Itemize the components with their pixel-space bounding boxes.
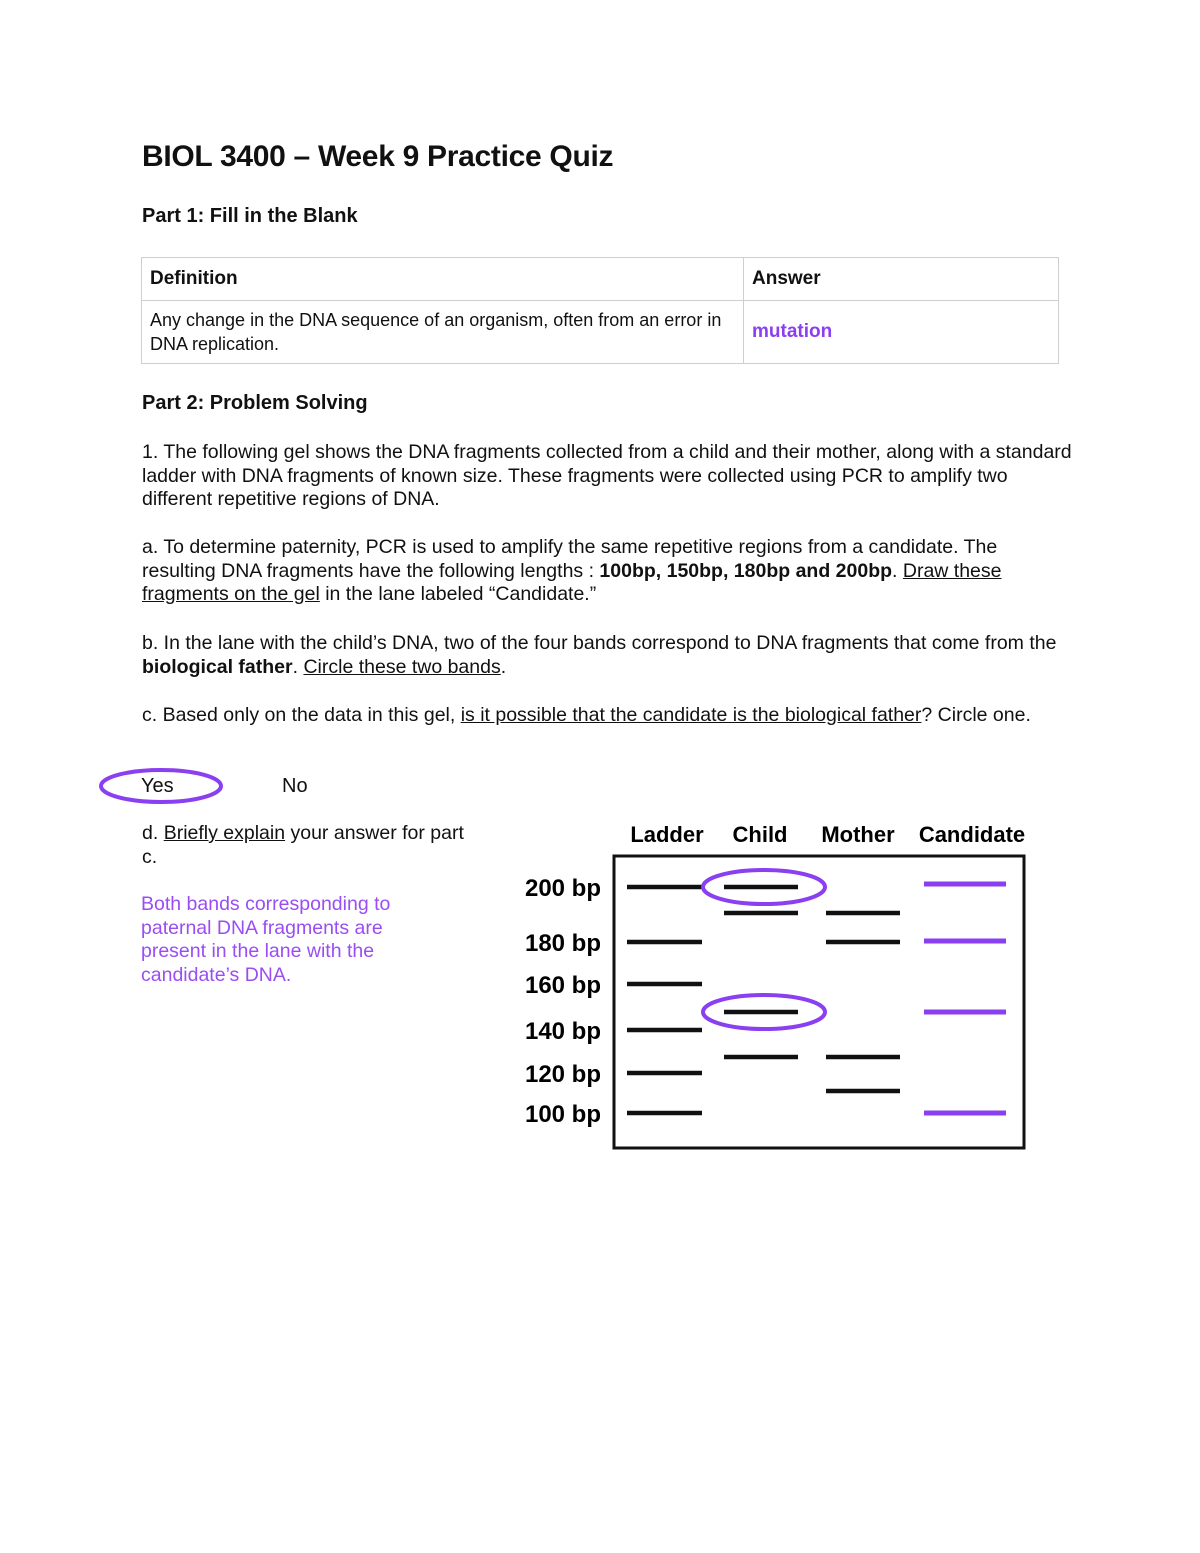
question-c-text2: ? Circle one. bbox=[921, 704, 1031, 726]
question-d-underline: Briefly explain bbox=[163, 822, 286, 844]
part1-heading: Part 1: Fill in the Blank bbox=[142, 205, 358, 227]
question-1: 1. The following gel shows the DNA fragments collected from a child and their mother, along with a standard ladder with DNA fragments of known size. These fragments were collected using PCR to amplify two different repetitive regions of DNA. bbox=[142, 441, 1072, 510]
question-c bbox=[142, 704, 1072, 728]
page-title: BIOL 3400 – Week 9 Practice Quiz bbox=[142, 140, 614, 173]
question-d-text2: your answer for part c. bbox=[142, 822, 464, 868]
question-a bbox=[142, 536, 1072, 607]
question-b-text: b. In the lane with the child’s DNA, two of the four bands correspond to DNA fragments that come from the bbox=[142, 632, 1057, 654]
table-row bbox=[142, 301, 1059, 364]
answer-header: Answer bbox=[744, 258, 1059, 301]
size-label-140: 140 bp bbox=[524, 1018, 601, 1045]
question-b-text3: . bbox=[500, 655, 507, 678]
definition-cell: Any change in the DNA sequence of an organism, often from an error in DNA replication. bbox=[142, 301, 744, 364]
answer-cell[interactable]: mutation bbox=[744, 301, 1059, 364]
question-a-text2: . bbox=[892, 559, 903, 582]
part2-heading: Part 2: Problem Solving bbox=[142, 392, 368, 414]
size-label-180: 180 bp bbox=[524, 930, 601, 957]
lane-label-child: Child bbox=[732, 822, 788, 847]
no-option[interactable]: No bbox=[282, 775, 308, 797]
gel-box bbox=[614, 856, 1024, 1148]
question-b-text2: . bbox=[292, 655, 304, 678]
size-label-160: 160 bp bbox=[524, 972, 601, 999]
question-d bbox=[142, 822, 472, 869]
fill-in-table bbox=[141, 257, 1059, 364]
question-b bbox=[142, 632, 1072, 679]
yes-option[interactable]: Yes bbox=[141, 775, 174, 797]
gel-diagram bbox=[500, 810, 1060, 1160]
question-b-bold: biological father bbox=[142, 655, 293, 678]
question-a-instruction: Draw these fragments on the gel bbox=[142, 559, 1002, 605]
question-c-text: c. Based only on the data in this gel, bbox=[142, 704, 461, 726]
size-label-120: 120 bp bbox=[524, 1061, 601, 1088]
table-header-row bbox=[142, 258, 1059, 301]
lane-label-mother: Mother bbox=[821, 822, 895, 847]
question-d-text: d. bbox=[142, 822, 164, 844]
question-a-text3: in the lane labeled “Candidate.” bbox=[319, 583, 597, 605]
question-a-text: a. To determine paternity, PCR is used to amplify the same repetitive regions from a candidate. The resulting DNA fragments have the following lengths : bbox=[142, 536, 998, 582]
size-label-100: 100 bp bbox=[524, 1101, 601, 1128]
size-label-200: 200 bp bbox=[524, 875, 601, 902]
explanation-answer[interactable]: Both bands corresponding to paternal DNA fragments are present in the lane with the candidate’s DNA. bbox=[141, 893, 391, 986]
lane-label-ladder: Ladder bbox=[630, 822, 704, 847]
question-a-lengths: 100bp, 150bp, 180bp and 200bp bbox=[599, 559, 893, 582]
definition-header: Definition bbox=[142, 258, 744, 301]
question-c-underline: is it possible that the candidate is the biological father bbox=[460, 704, 922, 726]
question-b-instruction: Circle these two bands bbox=[303, 655, 501, 678]
lane-label-candidate: Candidate bbox=[918, 822, 1026, 847]
